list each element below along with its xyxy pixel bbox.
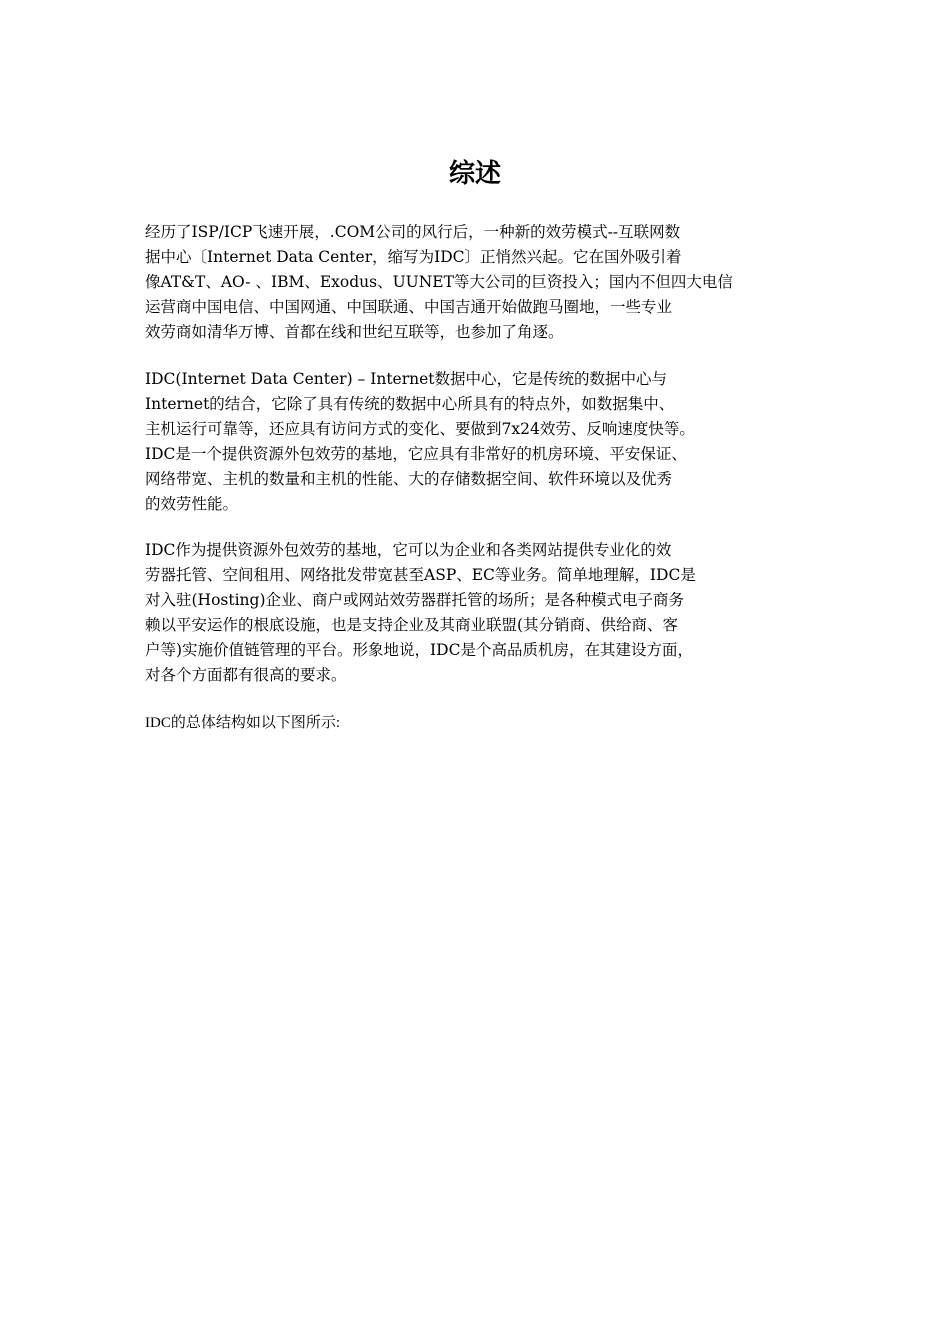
paragraph-line: Internet的结合，它除了具有传统的数据中心所具有的特点外，如数据集中、 xyxy=(145,395,675,413)
paragraph-line: IDC作为提供资源外包效劳的基地，它可以为企业和各类网站提供专业化的效 xyxy=(145,541,672,559)
paragraph-line: 网络带宽、主机的数量和主机的性能、大的存储数据空间、软件环境以及优秀 xyxy=(145,470,673,488)
paragraph-line: 劳器托管、空间租用、网络批发带宽甚至ASP、EC等业务。简单地理解，IDC是 xyxy=(145,566,696,584)
paragraph-line: 运营商中国电信、中国网通、中国联通、中国吉通开始做跑马圈地，一些专业 xyxy=(145,298,673,316)
paragraph-3 xyxy=(145,538,825,688)
figure-caption: IDC的总体结构如以下图所示: xyxy=(145,715,341,731)
paragraph-line: 对入驻(Hosting)企业、商户或网站效劳器群托管的场所；是各种模式电子商务 xyxy=(145,591,684,609)
paragraph-line: 效劳商如清华万博、首都在线和世纪互联等，也参加了角逐。 xyxy=(145,323,564,341)
paragraph-line: IDC是一个提供资源外包效劳的基地，它应具有非常好的机房环境、平安保证、 xyxy=(145,445,687,463)
paragraph-line: 赖以平安运作的根底设施，也是支持企业及其商业联盟(其分销商、供给商、客 xyxy=(145,616,679,634)
document-title: 综述 xyxy=(448,159,501,189)
paragraph-line: 的效劳性能。 xyxy=(145,495,239,513)
paragraph-line: 像AT&T、AO- 、IBM、Exodus、UUNET等大公司的巨资投入；国内不但四大电信 xyxy=(145,273,733,291)
paragraph-line: 主机运行可靠等，还应具有访问方式的变化、要做到7x24效劳、反响速度快等。 xyxy=(145,420,695,438)
paragraph-line: IDC(Internet Data Center) – Internet数据中心，它是传统的数据中心与 xyxy=(145,370,668,388)
paragraph-line: 对各个方面都有很高的要求。 xyxy=(145,666,347,684)
paragraph-line: 经历了ISP/ICP飞速开展，.COM公司的风行后，一种新的效劳模式--互联网数 xyxy=(145,223,681,241)
paragraph-2 xyxy=(145,367,825,517)
paragraph-line: 户等)实施价值链管理的平台。形象地说，IDC是个高品质机房，在其建设方面， xyxy=(145,641,693,659)
paragraph-1 xyxy=(145,220,825,345)
paragraph-line: 据中心〔Internet Data Center，缩写为IDC〕正悄然兴起。它在国外吸引着 xyxy=(145,248,682,266)
